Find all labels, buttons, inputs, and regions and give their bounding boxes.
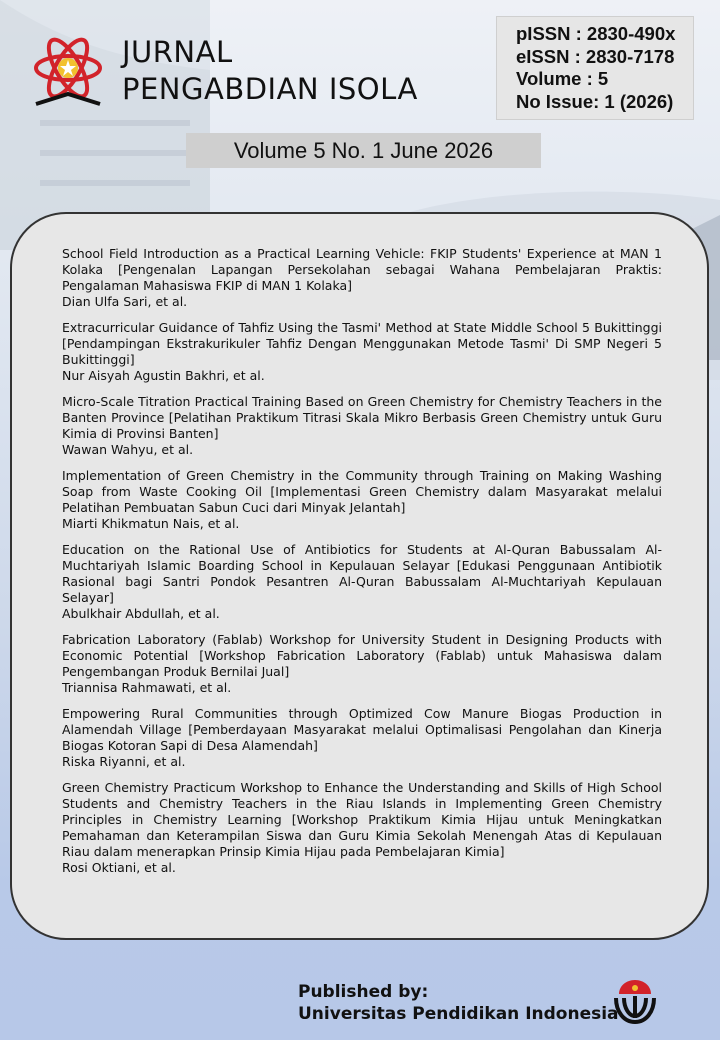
article-title: Empowering Rural Communities through Optimized Cow Manure Biogas Production in Alamendah Village [Pemberdayaan Masyarakat melalui Optimalisasi Pengolahan dan Kinerja Biogas Kotoran Sapi di Desa Alamendah] (62, 706, 662, 753)
journal-title-line1: JURNAL (122, 35, 233, 69)
journal-logo (28, 32, 108, 112)
volume-banner: Volume 5 No. 1 June 2026 (186, 133, 541, 168)
article-title: Implementation of Green Chemistry in the Community through Training on Making Washing Soap from Waste Cooking Oil [Implementasi Green Chemistry dalam Masyarakat melalui Pelatihan Pembuatan Sabun Cuci dari Minyak Jelantah] (62, 468, 662, 515)
article-title: Extracurricular Guidance of Tahfiz Using the Tasmi' Method at State Middle School 5 Bukittinggi [Pendampingan Ekstrakurikuler Tahfiz Dengan Menggunakan Metode Tasmi' Di SMP Negeri 5 Bukittinggi] (62, 320, 662, 367)
article-item (62, 246, 662, 310)
article-authors: Triannisa Rahmawati, et al. (62, 680, 232, 695)
publisher-block (298, 981, 619, 1025)
issn-box (496, 16, 694, 120)
table-of-contents (10, 212, 709, 940)
article-item (62, 542, 662, 622)
article-authors: Abulkhair Abdullah, et al. (62, 606, 220, 621)
journal-title-line2: PENGABDIAN ISOLA (122, 72, 418, 106)
pissn: pISSN : 2830-490x (516, 23, 676, 44)
article-title: Micro-Scale Titration Practical Training Based on Green Chemistry for Chemistry Teachers in the Banten Province [Pelatihan Praktikum Titrasi Skala Mikro Berbasis Green Chemistry untuk Guru Kimia di Provinsi Banten] (62, 394, 662, 441)
article-title: Education on the Rational Use of Antibiotics for Students at Al-Quran Babussalam Al-Muchtariyah Islamic Boarding School in Kepulauan Selayar [Edukasi Penggunaan Antibiotik Rasional bagi Santri Pondok Pesantren Al-Quran Babussalam Al-Muchtariyah Kepulauan Selayar] (62, 542, 662, 605)
university-logo (610, 976, 660, 1026)
article-item (62, 320, 662, 384)
article-authors: Wawan Wahyu, et al. (62, 442, 194, 457)
article-authors: Dian Ulfa Sari, et al. (62, 294, 188, 309)
article-item (62, 780, 662, 876)
issue-label: No Issue: 1 (2026) (516, 90, 674, 112)
article-title: Green Chemistry Practicum Workshop to Enhance the Understanding and Skills of High School Students and Chemistry Teachers in the Riau Islands in Implementing Green Chemistry Principles in Chemistry Learning [Workshop Praktikum Kimia Hijau untuk Meningkatkan Pemahaman dan Keterampilan Siswa dan Guru Kimia Sekolah Menengah Atas di Kepulauan Riau dalam menerapkan Prinsip Kimia Hijau pada Pembelajaran Kimia] (62, 780, 662, 859)
article-title: School Field Introduction as a Practical Learning Vehicle: FKIP Students' Experience at MAN 1 Kolaka [Pengenalan Lapangan Persekolahan sebagai Wahana Pembelajaran Praktis: Pengalaman Mahasiswa FKIP di MAN 1 Kolaka] (62, 246, 662, 293)
article-title: Fabrication Laboratory (Fablab) Workshop for University Student in Designing Products with Economic Potential [Workshop Fabrication Laboratory (Fablab) untuk Mahasiswa dalam Pengembangan Produk Bernilai Jual] (62, 632, 662, 679)
article-list (62, 246, 662, 886)
article-item (62, 394, 662, 458)
article-authors: Rosi Oktiani, et al. (62, 860, 176, 875)
eissn: eISSN : 2830-7178 (516, 45, 675, 67)
article-authors: Nur Aisyah Agustin Bakhri, et al. (62, 368, 265, 383)
publisher-name: Universitas Pendidikan Indonesia (298, 1004, 619, 1024)
volume-label: Volume : 5 (516, 68, 609, 89)
article-item (62, 632, 662, 696)
journal-title (122, 34, 418, 108)
article-item (62, 468, 662, 532)
article-authors: Riska Riyanni, et al. (62, 754, 186, 769)
article-item (62, 706, 662, 770)
publisher-label: Published by: (298, 982, 429, 1002)
article-authors: Miarti Khikmatun Nais, et al. (62, 516, 240, 531)
